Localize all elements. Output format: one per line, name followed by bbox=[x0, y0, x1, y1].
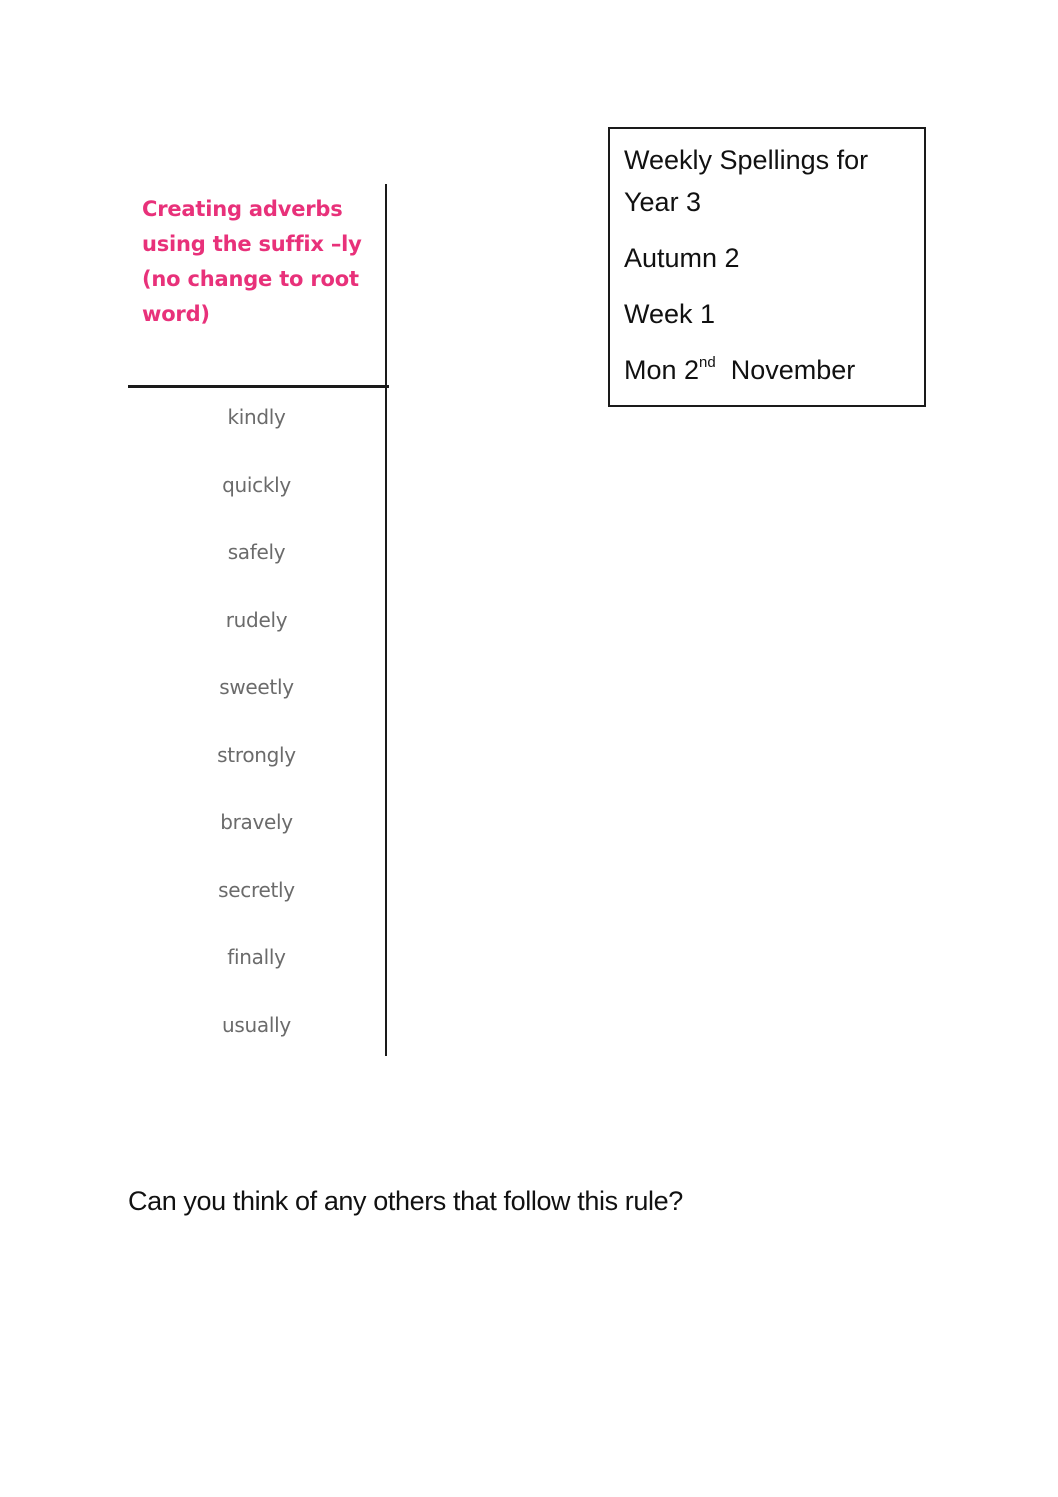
prompt-question: Can you think of any others that follow this rule? bbox=[128, 1186, 683, 1216]
spelling-word: rudely bbox=[225, 607, 288, 632]
spelling-word: usually bbox=[222, 1012, 291, 1037]
info-week: Week 1 bbox=[624, 299, 716, 329]
spelling-word: finally bbox=[227, 945, 286, 969]
rule-heading: Creating adverbs using the suffix –ly (no change to root word) bbox=[142, 197, 362, 326]
info-date-month: November bbox=[730, 355, 856, 385]
spelling-word: secretly bbox=[218, 877, 295, 902]
spelling-word: safely bbox=[227, 540, 286, 564]
info-term: Autumn 2 bbox=[624, 243, 740, 273]
spelling-word: kindly bbox=[227, 405, 286, 429]
info-date-ordinal: nd bbox=[699, 354, 716, 371]
spelling-word-list bbox=[128, 400, 385, 1075]
spelling-word: quickly bbox=[222, 472, 291, 497]
info-date bbox=[624, 349, 910, 391]
column-divider-horizontal bbox=[128, 385, 389, 388]
info-title: Weekly Spellings for Year 3 bbox=[624, 145, 869, 217]
spelling-word: strongly bbox=[217, 742, 296, 767]
info-date-day: Mon 2 bbox=[624, 355, 700, 385]
column-divider-vertical bbox=[385, 184, 387, 1056]
spelling-word: bravely bbox=[220, 810, 293, 834]
spelling-word: sweetly bbox=[219, 675, 294, 699]
info-box bbox=[608, 127, 926, 407]
